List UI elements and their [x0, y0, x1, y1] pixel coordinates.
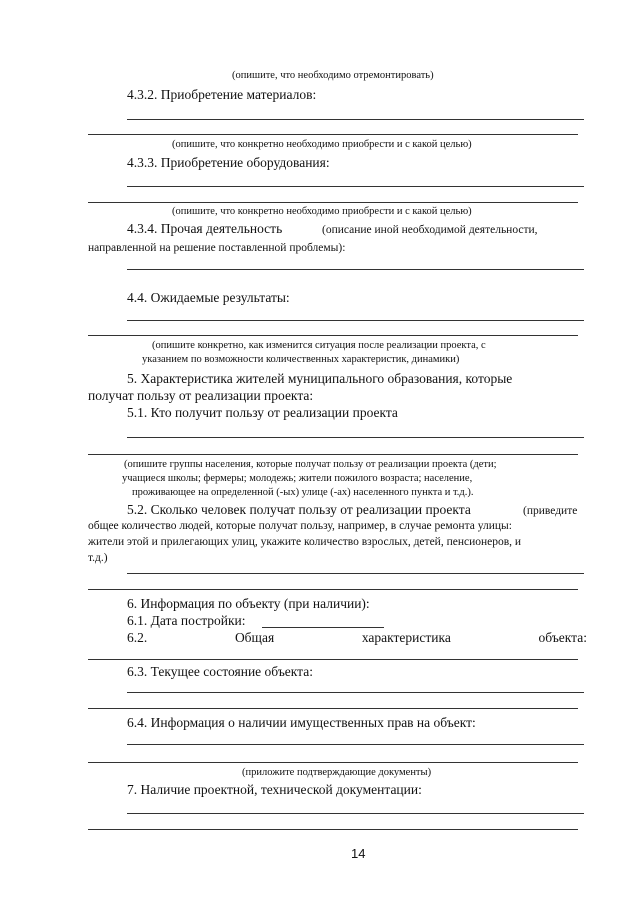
- answer-line[interactable]: [127, 269, 584, 270]
- section-6-2-word: объекта:: [538, 630, 587, 645]
- note-groups-line-1: (опишите группы населения, которые получат пользу от реализации проекта (дети;: [124, 459, 497, 470]
- section-5-2-note-end: т.д.): [88, 552, 108, 564]
- answer-line[interactable]: [127, 744, 584, 745]
- note-documents: (приложите подтверждающие документы): [242, 767, 432, 778]
- answer-line[interactable]: [88, 762, 578, 763]
- section-6-4-heading: 6.4. Информация о наличии имущественных прав на объект:: [127, 715, 476, 730]
- section-6-3-heading: 6.3. Текущее состояние объекта:: [127, 664, 313, 679]
- answer-line[interactable]: [127, 692, 584, 693]
- section-5-heading: 5. Характеристика жителей муниципального образования, которые: [127, 371, 513, 386]
- page-number: 14: [351, 846, 366, 861]
- section-5-2-note-continued: общее количество людей, которые получат пользу, например, в случае ремонта улицы:: [88, 520, 512, 532]
- section-4-4-heading: 4.4. Ожидаемые результаты:: [127, 290, 290, 305]
- section-4-3-3-heading: 4.3.3. Приобретение оборудования:: [127, 155, 330, 170]
- answer-line[interactable]: [88, 659, 578, 660]
- answer-line[interactable]: [88, 134, 578, 135]
- answer-line[interactable]: [88, 202, 578, 203]
- answer-line[interactable]: [127, 437, 584, 438]
- note-groups-line-2: учащиеся школы; фермеры; молодежь; жители пожилого возраста; население,: [122, 473, 473, 484]
- section-6-2-heading: [127, 630, 587, 646]
- answer-line[interactable]: [88, 589, 578, 590]
- section-5-heading-continued: получат пользу от реализации проекта:: [88, 388, 314, 403]
- answer-line[interactable]: [127, 119, 584, 120]
- answer-line[interactable]: [127, 186, 584, 187]
- answer-line[interactable]: [127, 813, 584, 814]
- answer-line[interactable]: [127, 573, 584, 574]
- answer-line[interactable]: [127, 320, 584, 321]
- section-5-1-heading: 5.1. Кто получит пользу от реализации проекта: [127, 405, 398, 420]
- note-purchase-equipment: (опишите, что конкретно необходимо приобрести и с какой целью): [172, 206, 472, 217]
- answer-line[interactable]: [88, 335, 578, 336]
- section-4-3-2-heading: 4.3.2. Приобретение материалов:: [127, 87, 317, 102]
- section-7-heading: 7. Наличие проектной, технической документации:: [127, 782, 422, 797]
- section-4-3-4-heading: 4.3.4. Прочая деятельность: [127, 221, 283, 236]
- section-6-heading: 6. Информация по объекту (при наличии):: [127, 596, 370, 611]
- section-5-2-heading: 5.2. Сколько человек получат пользу от реализации проекта: [127, 502, 471, 517]
- note-results-line-1: (опишите конкретно, как изменится ситуация после реализации проекта, с: [152, 340, 486, 351]
- answer-line[interactable]: [88, 708, 578, 709]
- answer-line[interactable]: [88, 454, 578, 455]
- section-6-1-heading: 6.1. Дата постройки:: [127, 613, 246, 628]
- section-6-2-word: Общая: [234, 630, 275, 645]
- note-groups-line-3: проживающее на определенной (-ых) улице (-ах) населенного пункта и т.д.).: [132, 487, 474, 498]
- answer-line[interactable]: [88, 829, 578, 830]
- section-5-2-note: (приведите: [523, 505, 578, 517]
- section-4-3-4-note: (описание иной необходимой деятельности,: [322, 224, 538, 236]
- section-6-2-word: характеристика: [361, 630, 451, 645]
- section-5-2-note-continued: жители этой и прилегающих улиц, укажите количество взрослых, детей, пенсионеров, и: [88, 536, 522, 548]
- section-6-2-word: 6.2.: [127, 630, 148, 645]
- construction-date-field[interactable]: [262, 627, 384, 628]
- section-4-3-4-note-continued: направленной на решение поставленной проблемы):: [88, 242, 346, 254]
- note-repair: (опишите, что необходимо отремонтировать): [232, 70, 434, 81]
- note-results-line-2: указанием по возможности количественных характеристик, динамики): [142, 354, 460, 365]
- note-purchase-materials: (опишите, что конкретно необходимо приобрести и с какой целью): [172, 139, 472, 150]
